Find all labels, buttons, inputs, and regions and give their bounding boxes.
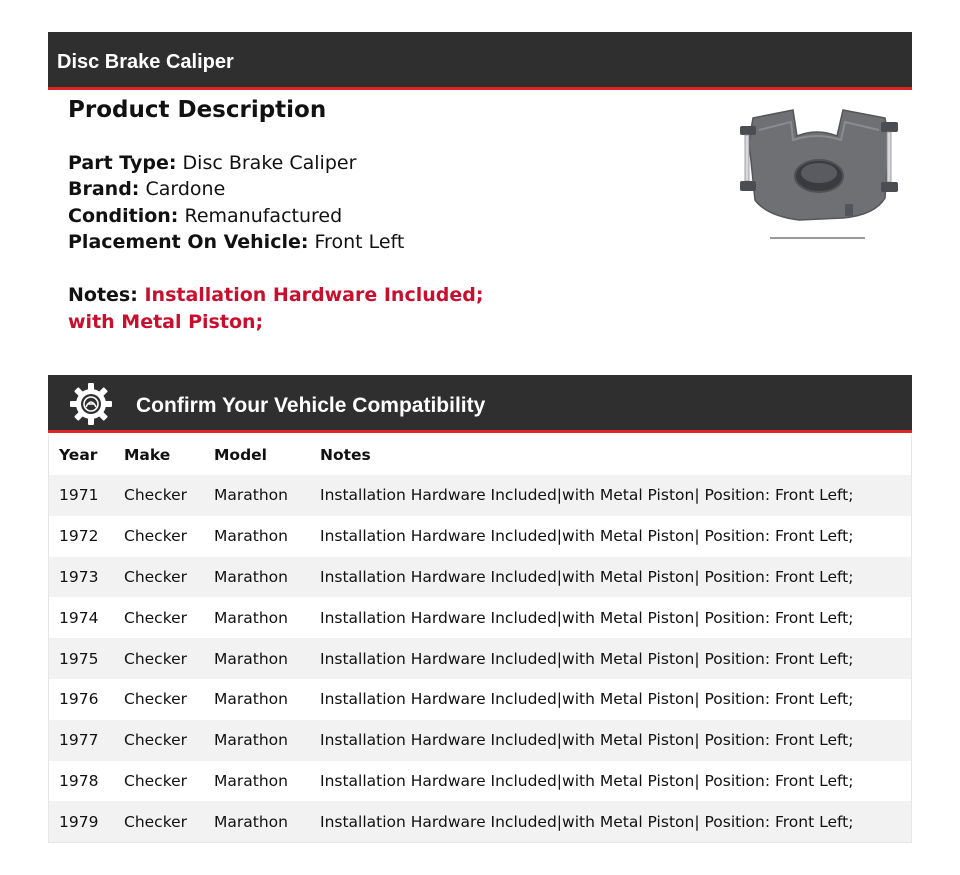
brake-caliper-image [725,100,910,245]
product-notes [68,282,483,335]
cell-model: Marathon [214,649,288,668]
spec-brand [68,176,404,202]
compatibility-bar [48,375,912,433]
cell-notes: Installation Hardware Included|with Metal Piston| Position: Front Left; [320,608,854,627]
cell-model: Marathon [214,771,288,790]
spec-label: Placement On Vehicle: [68,231,309,254]
cell-make: Checker [124,731,188,750]
table-row [49,679,912,720]
col-header-year: Year [59,446,98,464]
cell-make: Checker [124,608,188,627]
cell-model: Marathon [214,527,288,546]
product-description-heading: Product Description [68,97,327,123]
cell-notes: Installation Hardware Included|with Metal Piston| Position: Front Left; [320,649,854,668]
cell-year: 1979 [59,812,99,831]
compatibility-title: Confirm Your Vehicle Compatibility [136,394,486,417]
table-row [49,516,912,557]
cell-year: 1971 [59,486,99,505]
cell-make: Checker [124,527,188,546]
cell-year: 1976 [59,690,99,709]
table-header-row [49,435,912,475]
cell-notes: Installation Hardware Included|with Metal Piston| Position: Front Left; [320,690,854,709]
compatibility-table [48,435,912,843]
cell-year: 1973 [59,567,99,586]
col-header-make: Make [124,446,171,464]
spec-list [68,150,404,256]
spec-placement [68,229,404,255]
gear-icon [69,382,113,426]
cell-model: Marathon [214,812,288,831]
spec-value: Cardone [145,178,226,201]
cell-model: Marathon [214,608,288,627]
table-row [49,475,912,516]
cell-notes: Installation Hardware Included|with Metal Piston| Position: Front Left; [320,771,854,790]
col-header-model: Model [214,446,267,464]
cell-make: Checker [124,771,188,790]
cell-year: 1978 [59,771,99,790]
table-row [49,720,912,761]
cell-make: Checker [124,567,188,586]
cell-year: 1975 [59,649,99,668]
spec-label: Brand: [68,178,140,201]
col-header-notes: Notes [320,446,371,464]
table-row [49,557,912,598]
product-title-bar [48,32,912,90]
cell-model: Marathon [214,731,288,750]
notes-line: Installation Hardware Included; [144,284,484,306]
cell-model: Marathon [214,690,288,709]
cell-make: Checker [124,690,188,709]
cell-notes: Installation Hardware Included|with Metal Piston| Position: Front Left; [320,567,854,586]
cell-notes: Installation Hardware Included|with Metal Piston| Position: Front Left; [320,527,854,546]
spec-label: Part Type: [68,152,177,174]
cell-make: Checker [124,486,188,505]
spec-condition [68,203,404,229]
notes-label: Notes: [68,284,138,306]
cell-notes: Installation Hardware Included|with Metal Piston| Position: Front Left; [320,731,854,750]
cell-make: Checker [124,649,188,668]
spec-value: Front Left [314,231,405,254]
table-row [49,597,912,638]
spec-value: Disc Brake Caliper [182,152,357,174]
cell-model: Marathon [214,486,288,505]
cell-make: Checker [124,812,188,831]
notes-line: with Metal Piston; [68,310,264,333]
cell-notes: Installation Hardware Included|with Metal Piston| Position: Front Left; [320,486,854,505]
cell-notes: Installation Hardware Included|with Metal Piston| Position: Front Left; [320,812,854,831]
spec-value: Remanufactured [184,204,343,227]
cell-year: 1977 [59,731,99,750]
spec-part-type [68,150,404,176]
table-row [49,761,912,802]
product-title: Disc Brake Caliper [57,51,234,73]
spec-label: Condition: [68,204,179,227]
cell-year: 1974 [59,608,99,627]
cell-model: Marathon [214,567,288,586]
table-row [49,638,912,679]
cell-year: 1972 [59,527,99,546]
table-row [49,801,912,842]
